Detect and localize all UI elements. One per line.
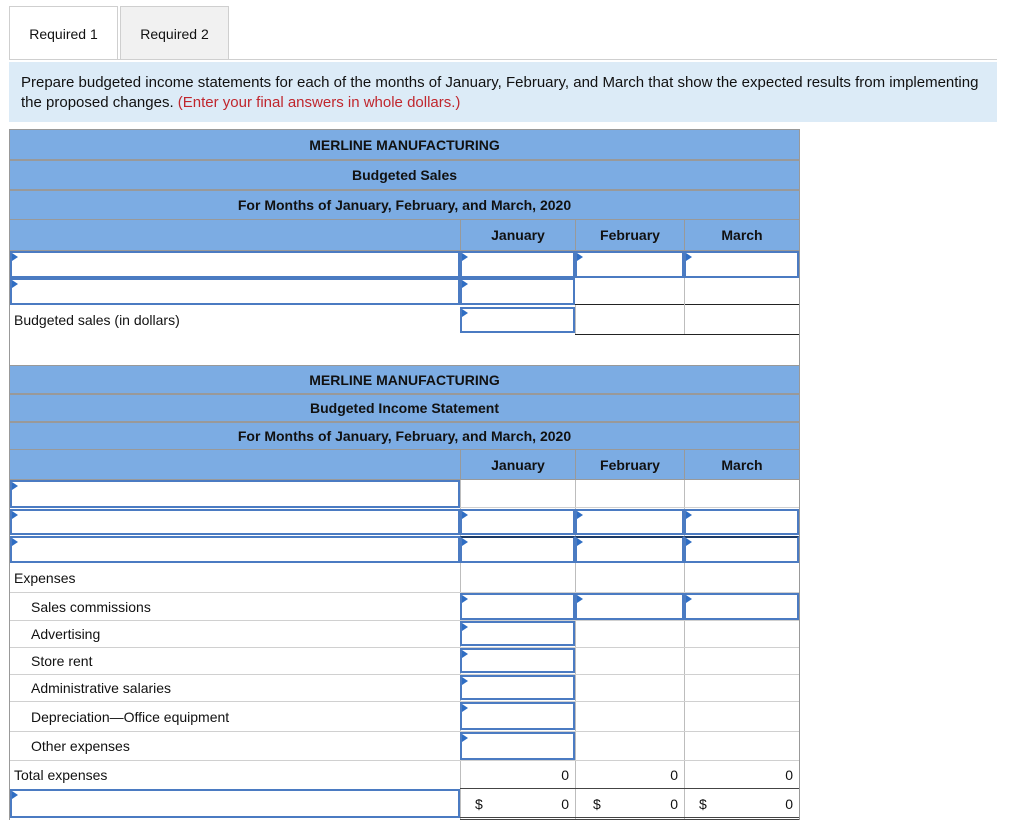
advertising-january-input[interactable] xyxy=(460,621,575,646)
tab-bar xyxy=(9,6,229,60)
tab-required-1[interactable]: Required 1 xyxy=(9,6,118,60)
expense-item-label: Other expenses xyxy=(31,738,130,754)
sales-divider xyxy=(684,278,685,305)
budgeted-income-table xyxy=(9,365,800,820)
tab-required-2[interactable]: Required 2 xyxy=(120,6,229,60)
expense-item-label: Store rent xyxy=(31,653,93,669)
total-line xyxy=(460,788,799,789)
total-expenses-january: 0 xyxy=(561,767,569,783)
income-row3-march-input[interactable] xyxy=(684,536,799,563)
spacer-row xyxy=(9,336,800,365)
sales-company-header: MERLINE MANUFACTURING xyxy=(10,129,799,160)
sales-title-header: Budgeted Sales xyxy=(10,160,799,190)
sales-col-february: February xyxy=(575,220,684,250)
income-row2-february-input[interactable] xyxy=(575,509,684,535)
sales-row2-january-input[interactable] xyxy=(460,278,575,305)
expense-item-label: Sales commissions xyxy=(31,598,151,615)
income-period-header: For Months of January, February, and March, 2020 xyxy=(10,422,799,450)
sales-col-march: March xyxy=(684,220,799,250)
income-col-january: January xyxy=(460,450,575,479)
sales-bottom-line xyxy=(575,334,799,335)
income-row2-label-input[interactable] xyxy=(10,509,460,535)
sales-row2-label-input[interactable] xyxy=(10,278,460,305)
income-row1-line xyxy=(460,507,799,508)
income-row3-label-input[interactable] xyxy=(10,536,460,563)
sales-commissions-february-input[interactable] xyxy=(575,593,684,620)
other-expenses-january-input[interactable] xyxy=(460,732,575,760)
income-row3-february-input[interactable] xyxy=(575,536,684,563)
budgeted-sales-table xyxy=(9,129,800,336)
sales-row1-label-input[interactable] xyxy=(10,251,460,278)
income-final-label-input[interactable] xyxy=(10,789,460,818)
sales-commissions-january-input[interactable] xyxy=(460,593,575,620)
sales-period-header: For Months of January, February, and March, 2020 xyxy=(10,190,799,220)
sales-row3-january-input[interactable] xyxy=(460,307,575,333)
tab-divider xyxy=(9,59,997,60)
income-title-header: Budgeted Income Statement xyxy=(10,394,799,422)
expense-item-label: Depreciation—Office equipment xyxy=(31,708,230,725)
sales-commissions-march-input[interactable] xyxy=(684,593,799,620)
instructions-text: Prepare budgeted income statements for each of the months of January, February, and March that show the expected results from implementing the proposed changes. xyxy=(21,74,979,111)
currency-symbol: $ xyxy=(699,796,707,812)
total-expenses-label: Total expenses xyxy=(14,766,108,783)
sales-divider-2 xyxy=(575,305,576,335)
total-expenses-march: 0 xyxy=(785,767,793,783)
sales-row2-underline xyxy=(575,304,799,305)
expense-item-label: Administrative salaries xyxy=(31,680,172,696)
income-company-header: MERLINE MANUFACTURING xyxy=(10,365,799,394)
income-row2-march-input[interactable] xyxy=(684,509,799,535)
store-rent-january-input[interactable] xyxy=(460,648,575,673)
sales-row1-march-input[interactable] xyxy=(684,251,799,278)
final-underline-2 xyxy=(460,819,799,820)
total-expenses-february: 0 xyxy=(670,767,678,783)
final-january-value: 0 xyxy=(561,796,569,812)
sales-row1-february-input[interactable] xyxy=(575,251,684,278)
administrative-salaries-january-input[interactable] xyxy=(460,675,575,700)
income-col-march: March xyxy=(684,450,799,479)
sales-column-header-row xyxy=(10,220,799,251)
sales-row1-january-input[interactable] xyxy=(460,251,575,278)
currency-symbol: $ xyxy=(475,796,483,812)
expenses-label: Expenses xyxy=(14,570,76,586)
final-march-value: 0 xyxy=(785,796,793,812)
sales-divider-3 xyxy=(684,305,685,335)
final-february-value: 0 xyxy=(670,796,678,812)
income-row2-january-input[interactable] xyxy=(460,509,575,535)
income-row1-label-input[interactable] xyxy=(10,480,460,508)
instructions-box xyxy=(9,62,997,122)
currency-symbol: $ xyxy=(593,796,601,812)
income-row3-january-input[interactable] xyxy=(460,536,575,563)
income-column-header-row xyxy=(10,450,799,480)
expense-item-label: Advertising xyxy=(31,626,101,642)
sales-col-january: January xyxy=(460,220,575,250)
final-underline-1 xyxy=(460,817,799,818)
budgeted-sales-label: Budgeted sales (in dollars) xyxy=(14,312,180,328)
depreciation-january-input[interactable] xyxy=(460,702,575,730)
income-col-february: February xyxy=(575,450,684,479)
instructions-note: (Enter your final answers in whole dollars.) xyxy=(177,94,461,111)
